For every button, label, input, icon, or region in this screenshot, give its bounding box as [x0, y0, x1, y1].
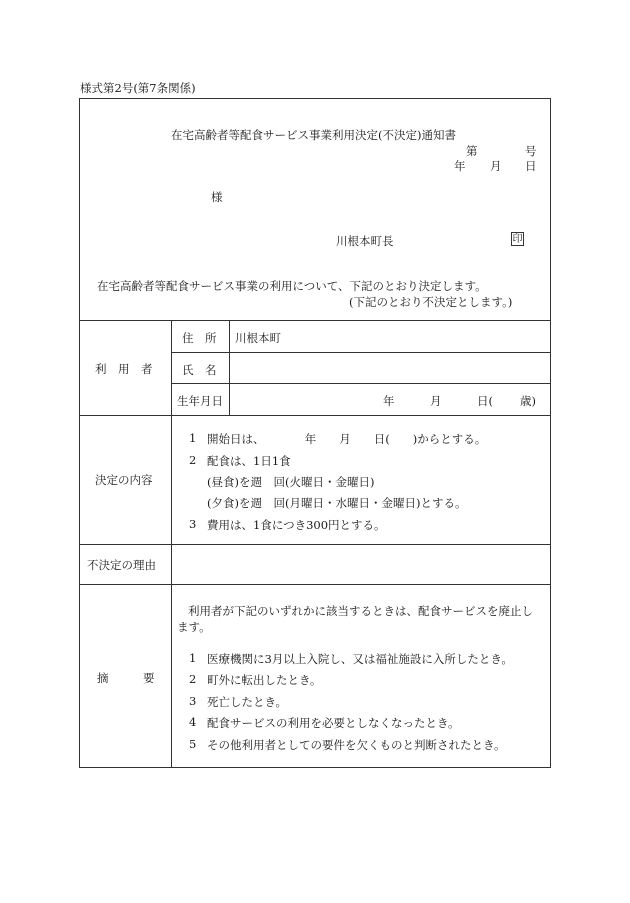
list-item-number: 1 — [189, 651, 197, 665]
row-divider — [79, 320, 551, 321]
list-item: 配食サービスの利用を必要としなくなったとき。 — [207, 716, 460, 730]
date-day: 日 — [525, 159, 537, 173]
birth-month: 月 — [430, 394, 442, 408]
seal-mark: 印 — [512, 234, 523, 245]
list-item: (夕食)を週 回(月曜日・水曜日・金曜日)とする。 — [207, 496, 467, 510]
list-item-number: 1 — [189, 431, 197, 445]
list-item: 死亡したとき。 — [207, 695, 288, 709]
list-item: 医療機関に3月以上入院し、又は福祉施設に入所したとき。 — [207, 652, 513, 666]
doc-number-go: 号 — [525, 144, 537, 158]
column-divider — [171, 320, 172, 768]
list-item: (昼食)を週 回(火曜日・金曜日) — [207, 475, 375, 489]
name-label: 氏 名 — [182, 363, 217, 377]
reason-header: 不決定の理由 — [87, 558, 156, 572]
addressee-suffix: 様 — [211, 190, 223, 204]
intro-line-1: 在宅高齢者等配食サービス事業の利用について、下記のとおり決定します。 — [97, 279, 487, 293]
row-divider — [79, 584, 551, 585]
list-item: 配食は、1日1食 — [207, 454, 291, 468]
address-label: 住 所 — [182, 331, 217, 345]
list-item: 費用は、1食につき300円とする。 — [207, 518, 386, 532]
doc-number-dai: 第 — [466, 144, 478, 158]
list-item: 開始日は、 年 月 日( )からとする。 — [207, 432, 487, 446]
list-item-number: 2 — [189, 453, 197, 467]
user-section-header: 利 用 者 — [95, 362, 153, 376]
row-divider — [171, 352, 551, 353]
birth-age: 歳) — [520, 394, 536, 408]
document-title: 在宅高齢者等配食サービス事業利用決定(不決定)通知書 — [171, 128, 456, 142]
list-item-number: 3 — [189, 694, 197, 708]
summary-intro-2: ます。 — [177, 620, 211, 634]
list-item-number: 4 — [189, 715, 197, 729]
form-label: 様式第2号(第7条関係) — [80, 81, 196, 95]
date-month: 月 — [490, 159, 502, 173]
date-year: 年 — [454, 159, 466, 173]
birth-year: 年 — [383, 394, 395, 408]
list-item: 町外に転出したとき。 — [207, 673, 322, 687]
list-item-number: 2 — [189, 672, 197, 686]
summary-intro-1: 利用者が下記のいずれかに該当するときは、配食サービスを廃止し — [188, 604, 533, 618]
list-item: その他利用者としての要件を欠くものと判断されたとき。 — [207, 738, 506, 752]
row-divider — [171, 383, 551, 384]
column-divider — [229, 320, 230, 415]
address-value: 川根本町 — [235, 331, 281, 345]
summary-header: 摘 要 — [97, 671, 155, 685]
issuer: 川根本町長 — [336, 234, 394, 248]
birth-label: 生年月日 — [177, 394, 223, 408]
row-divider — [79, 544, 551, 545]
list-item-number: 3 — [189, 517, 197, 531]
row-divider — [79, 415, 551, 416]
decision-header: 決定の内容 — [95, 473, 153, 487]
intro-line-2: (下記のとおり不決定とします。) — [349, 295, 513, 309]
birth-day: 日( — [477, 394, 493, 408]
list-item-number: 5 — [189, 737, 197, 751]
